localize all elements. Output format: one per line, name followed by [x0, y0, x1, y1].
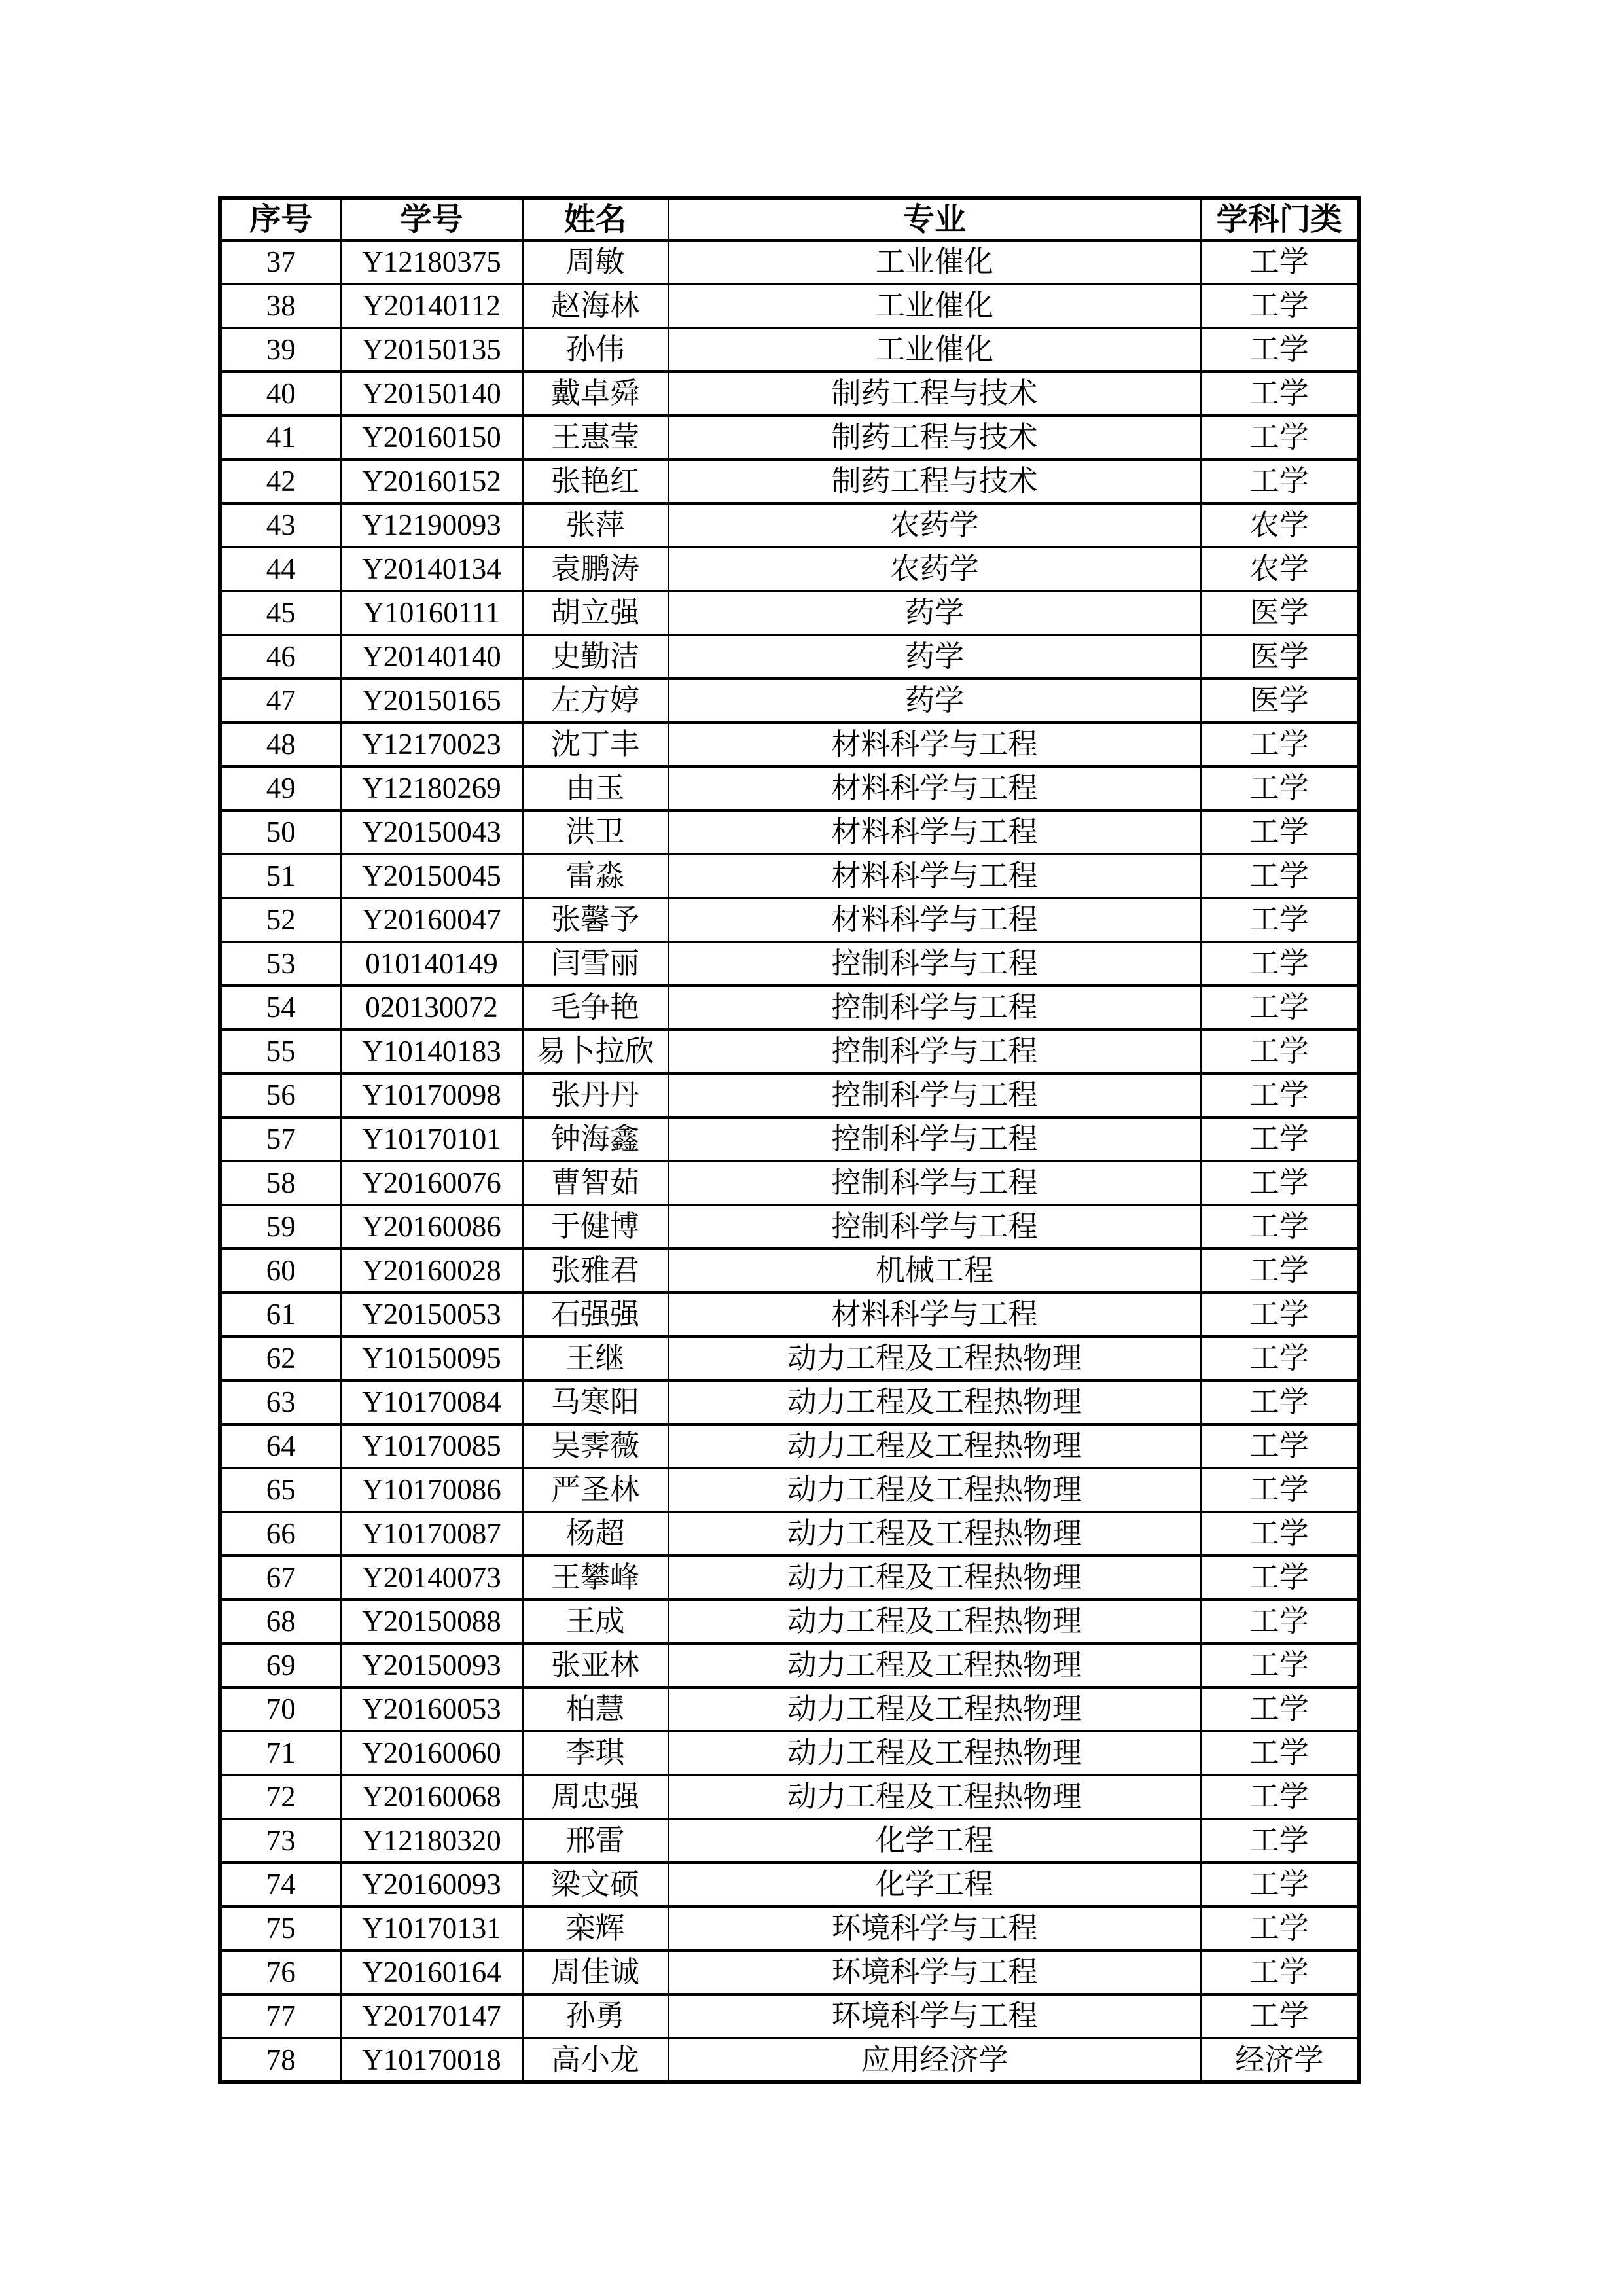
index-cell: 65: [220, 1468, 341, 1512]
major-cell: 动力工程及工程热物理: [668, 1512, 1201, 1556]
student-id-cell: Y10170018: [341, 2038, 522, 2082]
category-cell: 工学: [1201, 986, 1359, 1030]
major-cell: 动力工程及工程热物理: [668, 1600, 1201, 1643]
category-cell: 工学: [1201, 723, 1359, 766]
category-cell: 工学: [1201, 1468, 1359, 1512]
name-cell: 王攀峰: [522, 1556, 668, 1600]
table-row: [220, 416, 1359, 459]
category-cell: 工学: [1201, 1994, 1359, 2038]
table-row: [220, 372, 1359, 416]
name-cell: 钟海鑫: [522, 1117, 668, 1161]
student-id-cell: Y20160152: [341, 459, 522, 503]
name-cell: 张艳红: [522, 459, 668, 503]
category-cell: 工学: [1201, 1687, 1359, 1731]
major-cell: 材料科学与工程: [668, 810, 1201, 854]
student-id-cell: Y20160060: [341, 1731, 522, 1775]
index-cell: 64: [220, 1424, 341, 1468]
category-cell: 工学: [1201, 1030, 1359, 1073]
table-row: [220, 1994, 1359, 2038]
student-id-cell: Y20150043: [341, 810, 522, 854]
student-id-cell: Y10140183: [341, 1030, 522, 1073]
index-cell: 43: [220, 503, 341, 547]
major-cell: 控制科学与工程: [668, 1030, 1201, 1073]
name-cell: 严圣林: [522, 1468, 668, 1512]
index-cell: 59: [220, 1205, 341, 1249]
table-row: [220, 1731, 1359, 1775]
name-cell: 袁鹏涛: [522, 547, 668, 591]
student-id-cell: Y20140073: [341, 1556, 522, 1600]
index-cell: 67: [220, 1556, 341, 1600]
category-cell: 工学: [1201, 1556, 1359, 1600]
major-cell: 控制科学与工程: [668, 1117, 1201, 1161]
major-cell: 农药学: [668, 503, 1201, 547]
major-cell: 化学工程: [668, 1819, 1201, 1863]
name-cell: 张丹丹: [522, 1073, 668, 1117]
category-cell: 工学: [1201, 1907, 1359, 1950]
student-id-cell: Y20160086: [341, 1205, 522, 1249]
student-id-cell: Y20160076: [341, 1161, 522, 1205]
table-row: [220, 284, 1359, 328]
table-row: [220, 1512, 1359, 1556]
category-cell: 工学: [1201, 1073, 1359, 1117]
category-cell: 工学: [1201, 942, 1359, 986]
student-id-cell: Y20160150: [341, 416, 522, 459]
name-cell: 栾辉: [522, 1907, 668, 1950]
student-id-cell: Y20140112: [341, 284, 522, 328]
table-row: [220, 986, 1359, 1030]
student-id-cell: Y20160164: [341, 1950, 522, 1994]
category-cell: 工学: [1201, 328, 1359, 372]
table-row: [220, 1907, 1359, 1950]
table-row: [220, 1073, 1359, 1117]
table-row: [220, 1775, 1359, 1819]
major-cell: 动力工程及工程热物理: [668, 1731, 1201, 1775]
table-row: [220, 1117, 1359, 1161]
major-cell: 工业催化: [668, 284, 1201, 328]
major-cell: 动力工程及工程热物理: [668, 1643, 1201, 1687]
table-row: [220, 1380, 1359, 1424]
index-cell: 63: [220, 1380, 341, 1424]
student-roster-table: [218, 196, 1361, 2084]
table-row: [220, 1468, 1359, 1512]
table-row: [220, 854, 1359, 898]
major-cell: 材料科学与工程: [668, 1293, 1201, 1336]
table-row: [220, 1205, 1359, 1249]
name-cell: 王继: [522, 1336, 668, 1380]
student-id-cell: Y20160068: [341, 1775, 522, 1819]
name-cell: 吴霁薇: [522, 1424, 668, 1468]
table-row: [220, 459, 1359, 503]
index-cell: 52: [220, 898, 341, 942]
major-cell: 机械工程: [668, 1249, 1201, 1293]
name-cell: 雷淼: [522, 854, 668, 898]
category-cell: 工学: [1201, 416, 1359, 459]
category-cell: 工学: [1201, 1161, 1359, 1205]
index-cell: 47: [220, 679, 341, 723]
name-cell: 王惠莹: [522, 416, 668, 459]
table-row: [220, 1161, 1359, 1205]
name-cell: 闫雪丽: [522, 942, 668, 986]
table-row: [220, 1643, 1359, 1687]
index-cell: 39: [220, 328, 341, 372]
major-cell: 控制科学与工程: [668, 1161, 1201, 1205]
category-cell: 工学: [1201, 240, 1359, 284]
index-cell: 49: [220, 766, 341, 810]
student-id-cell: Y20170147: [341, 1994, 522, 2038]
table-row: [220, 503, 1359, 547]
category-cell: 工学: [1201, 1205, 1359, 1249]
table-row: [220, 1293, 1359, 1336]
major-cell: 控制科学与工程: [668, 1073, 1201, 1117]
name-cell: 王成: [522, 1600, 668, 1643]
major-cell: 药学: [668, 591, 1201, 635]
index-cell: 61: [220, 1293, 341, 1336]
major-cell: 工业催化: [668, 328, 1201, 372]
major-cell: 农药学: [668, 547, 1201, 591]
category-cell: 工学: [1201, 1380, 1359, 1424]
major-cell: 制药工程与技术: [668, 372, 1201, 416]
student-id-cell: Y20150053: [341, 1293, 522, 1336]
name-cell: 赵海林: [522, 284, 668, 328]
name-cell: 梁文硕: [522, 1863, 668, 1907]
table-row: [220, 1424, 1359, 1468]
name-cell: 由玉: [522, 766, 668, 810]
category-cell: 工学: [1201, 1424, 1359, 1468]
major-cell: 动力工程及工程热物理: [668, 1380, 1201, 1424]
name-cell: 马寒阳: [522, 1380, 668, 1424]
category-cell: 工学: [1201, 1775, 1359, 1819]
major-cell: 应用经济学: [668, 2038, 1201, 2082]
category-cell: 工学: [1201, 1643, 1359, 1687]
major-cell: 化学工程: [668, 1863, 1201, 1907]
index-cell: 44: [220, 547, 341, 591]
name-cell: 易卜拉欣: [522, 1030, 668, 1073]
name-cell: 曹智茹: [522, 1161, 668, 1205]
category-cell: 工学: [1201, 1336, 1359, 1380]
name-cell: 洪卫: [522, 810, 668, 854]
category-cell: 工学: [1201, 1249, 1359, 1293]
major-cell: 制药工程与技术: [668, 416, 1201, 459]
index-cell: 60: [220, 1249, 341, 1293]
name-cell: 戴卓舜: [522, 372, 668, 416]
student-id-cell: Y10170087: [341, 1512, 522, 1556]
name-cell: 柏慧: [522, 1687, 668, 1731]
name-cell: 张雅君: [522, 1249, 668, 1293]
student-id-cell: Y20140140: [341, 635, 522, 679]
index-cell: 73: [220, 1819, 341, 1863]
name-cell: 孙勇: [522, 1994, 668, 2038]
major-cell: 控制科学与工程: [668, 986, 1201, 1030]
student-id-cell: Y20160028: [341, 1249, 522, 1293]
student-id-cell: Y10150095: [341, 1336, 522, 1380]
index-cell: 42: [220, 459, 341, 503]
category-cell: 农学: [1201, 547, 1359, 591]
student-id-cell: 020130072: [341, 986, 522, 1030]
index-cell: 51: [220, 854, 341, 898]
major-cell: 环境科学与工程: [668, 1907, 1201, 1950]
index-cell: 41: [220, 416, 341, 459]
student-id-cell: Y20160093: [341, 1863, 522, 1907]
table-row: [220, 810, 1359, 854]
table-row: [220, 240, 1359, 284]
category-cell: 工学: [1201, 898, 1359, 942]
name-cell: 杨超: [522, 1512, 668, 1556]
table-row: [220, 723, 1359, 766]
table-row: [220, 1687, 1359, 1731]
index-cell: 75: [220, 1907, 341, 1950]
category-cell: 工学: [1201, 1731, 1359, 1775]
student-id-cell: 010140149: [341, 942, 522, 986]
index-cell: 38: [220, 284, 341, 328]
index-cell: 76: [220, 1950, 341, 1994]
student-id-cell: Y10170131: [341, 1907, 522, 1950]
student-id-cell: Y12180320: [341, 1819, 522, 1863]
table-row: [220, 1819, 1359, 1863]
column-header-index: 序号: [220, 198, 341, 240]
major-cell: 工业催化: [668, 240, 1201, 284]
name-cell: 张馨予: [522, 898, 668, 942]
index-cell: 62: [220, 1336, 341, 1380]
major-cell: 动力工程及工程热物理: [668, 1468, 1201, 1512]
column-header-category: 学科门类: [1201, 198, 1359, 240]
category-cell: 医学: [1201, 591, 1359, 635]
category-cell: 工学: [1201, 1950, 1359, 1994]
category-cell: 经济学: [1201, 2038, 1359, 2082]
student-id-cell: Y20160047: [341, 898, 522, 942]
index-cell: 66: [220, 1512, 341, 1556]
major-cell: 动力工程及工程热物理: [668, 1687, 1201, 1731]
category-cell: 工学: [1201, 1293, 1359, 1336]
category-cell: 工学: [1201, 1512, 1359, 1556]
student-id-cell: Y12180375: [341, 240, 522, 284]
index-cell: 55: [220, 1030, 341, 1073]
category-cell: 农学: [1201, 503, 1359, 547]
column-header-name: 姓名: [522, 198, 668, 240]
student-id-cell: Y10160111: [341, 591, 522, 635]
student-id-cell: Y12190093: [341, 503, 522, 547]
name-cell: 李琪: [522, 1731, 668, 1775]
student-id-cell: Y10170101: [341, 1117, 522, 1161]
table-row: [220, 942, 1359, 986]
student-id-cell: Y20140134: [341, 547, 522, 591]
column-header-student-id: 学号: [341, 198, 522, 240]
category-cell: 医学: [1201, 635, 1359, 679]
index-cell: 48: [220, 723, 341, 766]
student-id-cell: Y10170098: [341, 1073, 522, 1117]
index-cell: 46: [220, 635, 341, 679]
category-cell: 工学: [1201, 1819, 1359, 1863]
major-cell: 材料科学与工程: [668, 854, 1201, 898]
index-cell: 56: [220, 1073, 341, 1117]
index-cell: 40: [220, 372, 341, 416]
major-cell: 控制科学与工程: [668, 1205, 1201, 1249]
table-header: [220, 198, 1359, 240]
index-cell: 58: [220, 1161, 341, 1205]
index-cell: 78: [220, 2038, 341, 2082]
student-id-cell: Y12180269: [341, 766, 522, 810]
table-row: [220, 679, 1359, 723]
student-id-cell: Y20160053: [341, 1687, 522, 1731]
index-cell: 54: [220, 986, 341, 1030]
index-cell: 53: [220, 942, 341, 986]
major-cell: 药学: [668, 679, 1201, 723]
table-row: [220, 635, 1359, 679]
major-cell: 动力工程及工程热物理: [668, 1336, 1201, 1380]
name-cell: 周敏: [522, 240, 668, 284]
name-cell: 沈丁丰: [522, 723, 668, 766]
name-cell: 胡立强: [522, 591, 668, 635]
major-cell: 动力工程及工程热物理: [668, 1556, 1201, 1600]
student-id-cell: Y20150088: [341, 1600, 522, 1643]
name-cell: 于健博: [522, 1205, 668, 1249]
name-cell: 史勤洁: [522, 635, 668, 679]
table-row: [220, 1030, 1359, 1073]
category-cell: 工学: [1201, 459, 1359, 503]
column-header-major: 专业: [668, 198, 1201, 240]
category-cell: 工学: [1201, 766, 1359, 810]
category-cell: 医学: [1201, 679, 1359, 723]
category-cell: 工学: [1201, 372, 1359, 416]
category-cell: 工学: [1201, 1600, 1359, 1643]
name-cell: 邢雷: [522, 1819, 668, 1863]
name-cell: 张萍: [522, 503, 668, 547]
index-cell: 74: [220, 1863, 341, 1907]
table-row: [220, 547, 1359, 591]
name-cell: 石强强: [522, 1293, 668, 1336]
table-row: [220, 1863, 1359, 1907]
index-cell: 37: [220, 240, 341, 284]
table-body: [220, 240, 1359, 2082]
name-cell: 高小龙: [522, 2038, 668, 2082]
index-cell: 68: [220, 1600, 341, 1643]
category-cell: 工学: [1201, 1863, 1359, 1907]
category-cell: 工学: [1201, 1117, 1359, 1161]
major-cell: 材料科学与工程: [668, 723, 1201, 766]
major-cell: 环境科学与工程: [668, 1950, 1201, 1994]
table-row: [220, 766, 1359, 810]
index-cell: 70: [220, 1687, 341, 1731]
student-id-cell: Y20150135: [341, 328, 522, 372]
index-cell: 57: [220, 1117, 341, 1161]
table-row: [220, 898, 1359, 942]
major-cell: 动力工程及工程热物理: [668, 1424, 1201, 1468]
index-cell: 77: [220, 1994, 341, 2038]
major-cell: 材料科学与工程: [668, 766, 1201, 810]
table-row: [220, 1556, 1359, 1600]
major-cell: 动力工程及工程热物理: [668, 1775, 1201, 1819]
index-cell: 72: [220, 1775, 341, 1819]
student-id-cell: Y20150045: [341, 854, 522, 898]
category-cell: 工学: [1201, 854, 1359, 898]
table-row: [220, 1336, 1359, 1380]
index-cell: 71: [220, 1731, 341, 1775]
table-row: [220, 2038, 1359, 2082]
student-id-cell: Y20150140: [341, 372, 522, 416]
name-cell: 孙伟: [522, 328, 668, 372]
student-id-cell: Y10170085: [341, 1424, 522, 1468]
major-cell: 环境科学与工程: [668, 1994, 1201, 2038]
table-row: [220, 1249, 1359, 1293]
index-cell: 69: [220, 1643, 341, 1687]
category-cell: 工学: [1201, 810, 1359, 854]
major-cell: 控制科学与工程: [668, 942, 1201, 986]
name-cell: 周忠强: [522, 1775, 668, 1819]
name-cell: 左方婷: [522, 679, 668, 723]
table-row: [220, 1600, 1359, 1643]
header-row: [220, 198, 1359, 240]
major-cell: 材料科学与工程: [668, 898, 1201, 942]
name-cell: 张亚林: [522, 1643, 668, 1687]
name-cell: 周佳诚: [522, 1950, 668, 1994]
major-cell: 制药工程与技术: [668, 459, 1201, 503]
table-row: [220, 328, 1359, 372]
table-row: [220, 1950, 1359, 1994]
category-cell: 工学: [1201, 284, 1359, 328]
name-cell: 毛争艳: [522, 986, 668, 1030]
student-id-cell: Y10170086: [341, 1468, 522, 1512]
student-id-cell: Y20150093: [341, 1643, 522, 1687]
table-row: [220, 591, 1359, 635]
student-id-cell: Y12170023: [341, 723, 522, 766]
student-id-cell: Y10170084: [341, 1380, 522, 1424]
major-cell: 药学: [668, 635, 1201, 679]
student-id-cell: Y20150165: [341, 679, 522, 723]
index-cell: 45: [220, 591, 341, 635]
index-cell: 50: [220, 810, 341, 854]
